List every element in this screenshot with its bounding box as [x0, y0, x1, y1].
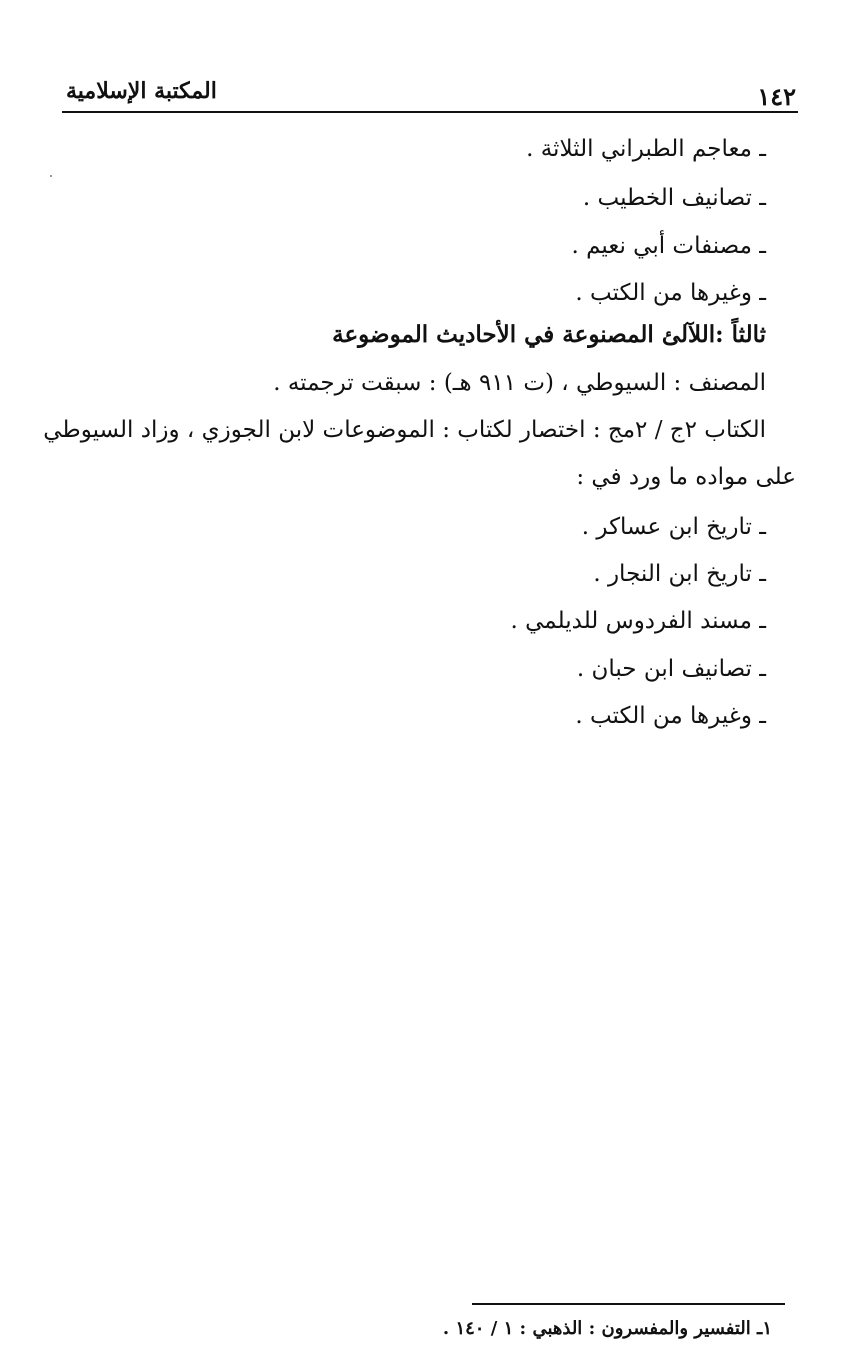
- list-item: ـ تصانيف الخطيب .: [582, 185, 766, 211]
- list-item: ـ وغيرها من الكتب .: [575, 703, 766, 729]
- list-item: ـ تاريخ ابن عساكر .: [581, 514, 766, 540]
- list-item: ـ تاريخ ابن النجار .: [593, 561, 766, 587]
- book-description-continuation: على مواده ما ورد في :: [576, 464, 796, 490]
- list-item: ـ تصانيف ابن حبان .: [576, 656, 766, 682]
- list-item: ـ معاجم الطبراني الثلاثة .: [526, 136, 766, 162]
- list-item: ـ مصنفات أبي نعيم .: [571, 233, 766, 259]
- book-description-line: الكتاب ٢ج / ٢مج : اختصار لكتاب : الموضوعات لابن الجوزي ، وزاد السيوطي: [43, 417, 766, 443]
- list-item: ـ وغيرها من الكتب .: [575, 280, 766, 306]
- running-title: المكتبة الإسلامية: [66, 78, 217, 104]
- header-rule: [62, 111, 798, 113]
- list-item: ـ مسند الفردوس للديلمي .: [510, 608, 766, 634]
- section-heading: ثالثاً :اللآلئ المصنوعة في الأحاديث الموضوعة: [332, 321, 766, 348]
- footnote: ١ـ التفسير والمفسرون : الذهبي : ١ / ١٤٠ .: [442, 1318, 772, 1339]
- page-header: [62, 72, 798, 112]
- author-line: المصنف : السيوطي ، (ت ٩١١ هـ) : سبقت ترجمته .: [273, 370, 766, 396]
- page-number: ١٤٢: [757, 82, 796, 111]
- footnote-rule: [472, 1303, 785, 1305]
- scan-speck: [50, 175, 52, 177]
